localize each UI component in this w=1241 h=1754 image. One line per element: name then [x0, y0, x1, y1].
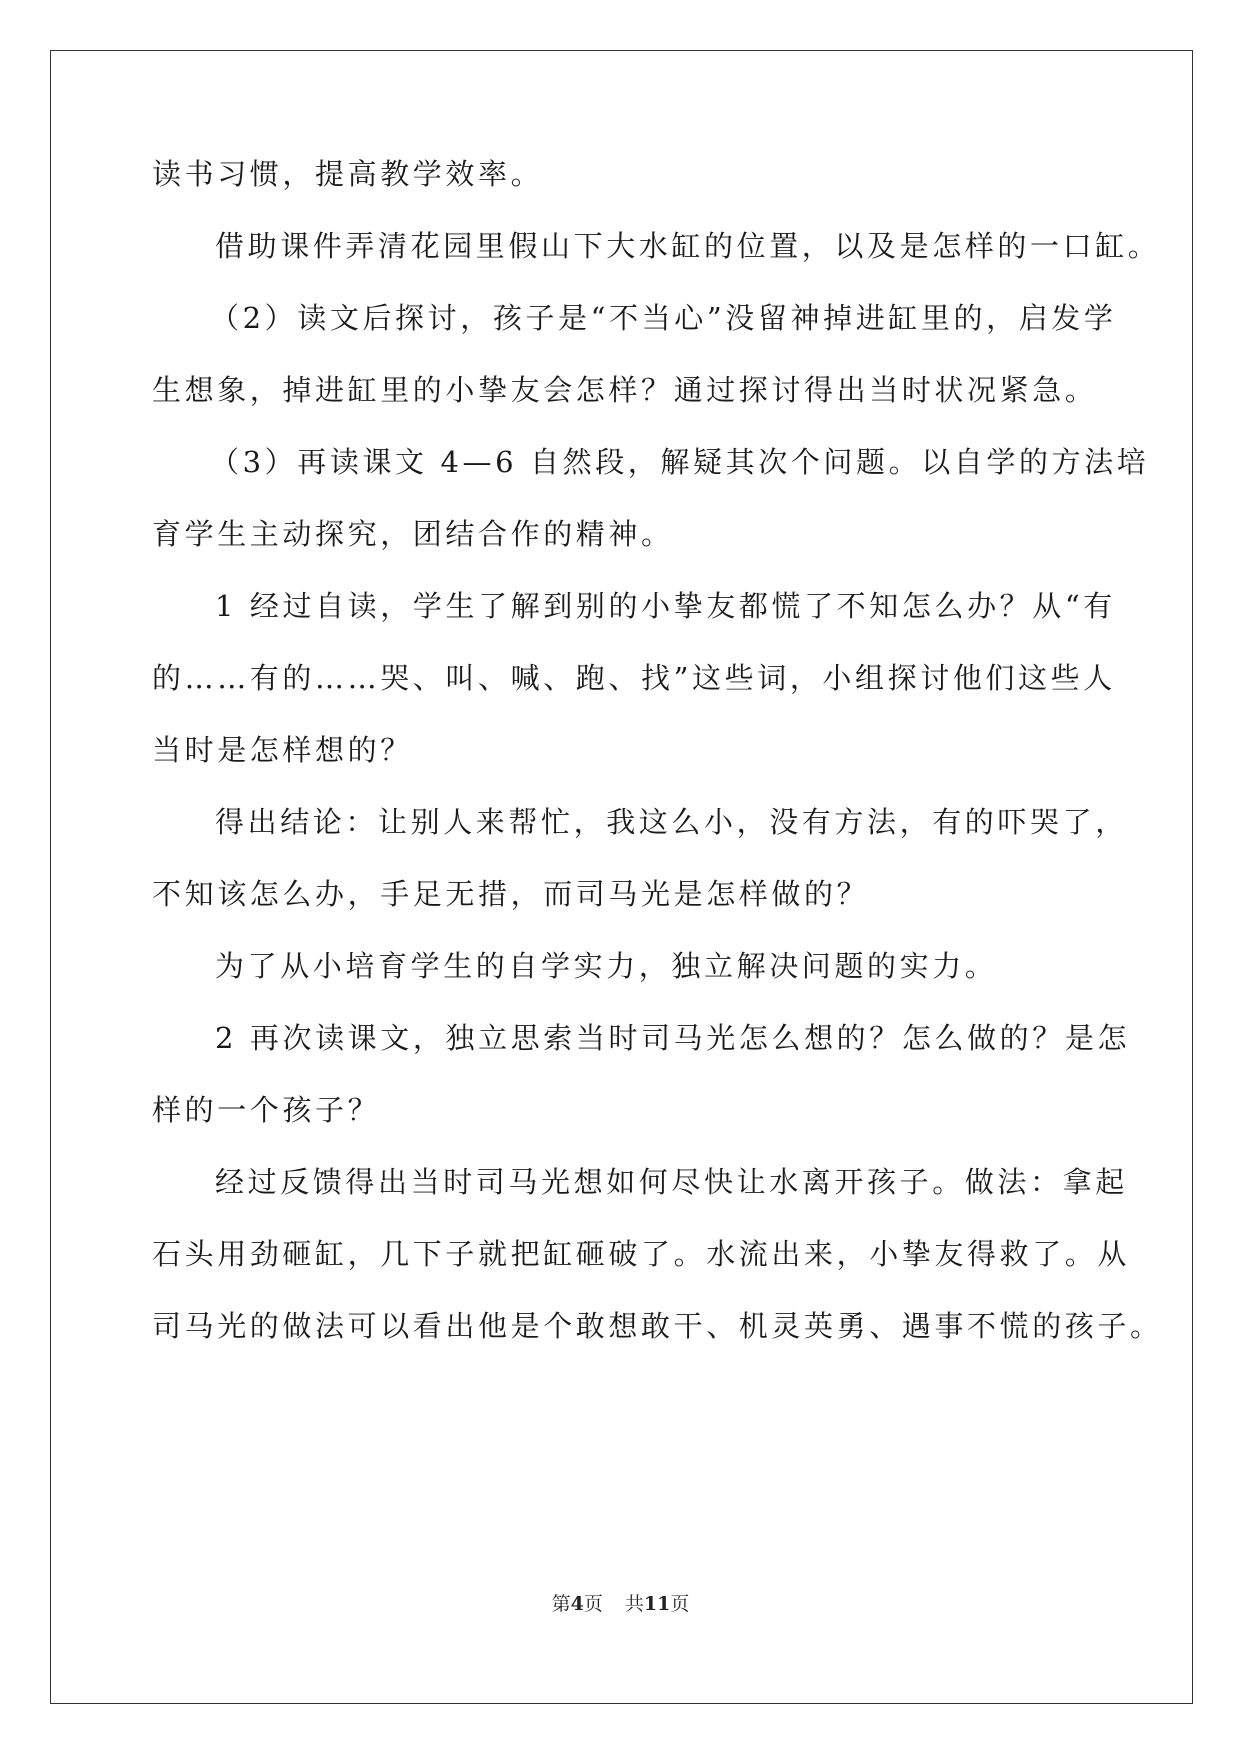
text-line: 司马光的做法可以看出他是个敢想敢干、机灵英勇、遇事不慌的孩子。: [152, 1309, 1163, 1343]
text-line: 经过反馈得出当时司马光想如何尽快让水离开孩子。做法：拿起: [215, 1165, 1128, 1199]
text-line: 2 再次读课文，独立思索当时司马光怎么想的？怎么做的？是怎: [215, 1021, 1131, 1055]
text-line: 不知该怎么办，手足无措，而司马光是怎样做的？: [152, 877, 870, 911]
text-line: 借助课件弄清花园里假山下大水缸的位置，以及是怎样的一口缸。: [215, 229, 1161, 263]
page-footer: [0, 1592, 1241, 1616]
text-line: 的……有的……哭、叫、喊、跑、找”这些词，小组探讨他们这些人: [152, 661, 1116, 695]
text-line: 育学生主动探究，团结合作的精神。: [152, 517, 674, 551]
text-line: （3）再读课文 4—6 自然段，解疑其次个问题。以自学的方法培: [210, 445, 1150, 479]
page-prefix: 第: [551, 1593, 571, 1615]
text-line: 为了从小培育学生的自学实力，独立解决问题的实力。: [215, 949, 998, 983]
text-line: 1 经过自读，学生了解到别的小挚友都慌了不知怎么办？从“有: [215, 589, 1116, 623]
text-line: 当时是怎样想的？: [152, 733, 413, 767]
total-prefix: 共: [624, 1593, 644, 1615]
total-pages: 11: [643, 1593, 671, 1615]
text-line: 得出结论：让别人来帮忙，我这么小，没有方法，有的吓哭了，: [215, 805, 1128, 839]
page-number: 4: [570, 1593, 584, 1615]
total-suffix: 页: [670, 1593, 690, 1615]
text-line: （2）读文后探讨，孩子是“不当心”没留神掉进缸里的，启发学: [210, 301, 1117, 335]
text-line: 石头用劲砸缸，几下子就把缸砸破了。水流出来，小挚友得救了。从: [152, 1237, 1131, 1271]
text-line: 读书习惯，提高教学效率。: [152, 157, 544, 191]
text-line: 样的一个孩子？: [152, 1093, 381, 1127]
text-line: 生想象，掉进缸里的小挚友会怎样？通过探讨得出当时状况紧急。: [152, 373, 1098, 407]
page-suffix: 页: [583, 1593, 603, 1615]
